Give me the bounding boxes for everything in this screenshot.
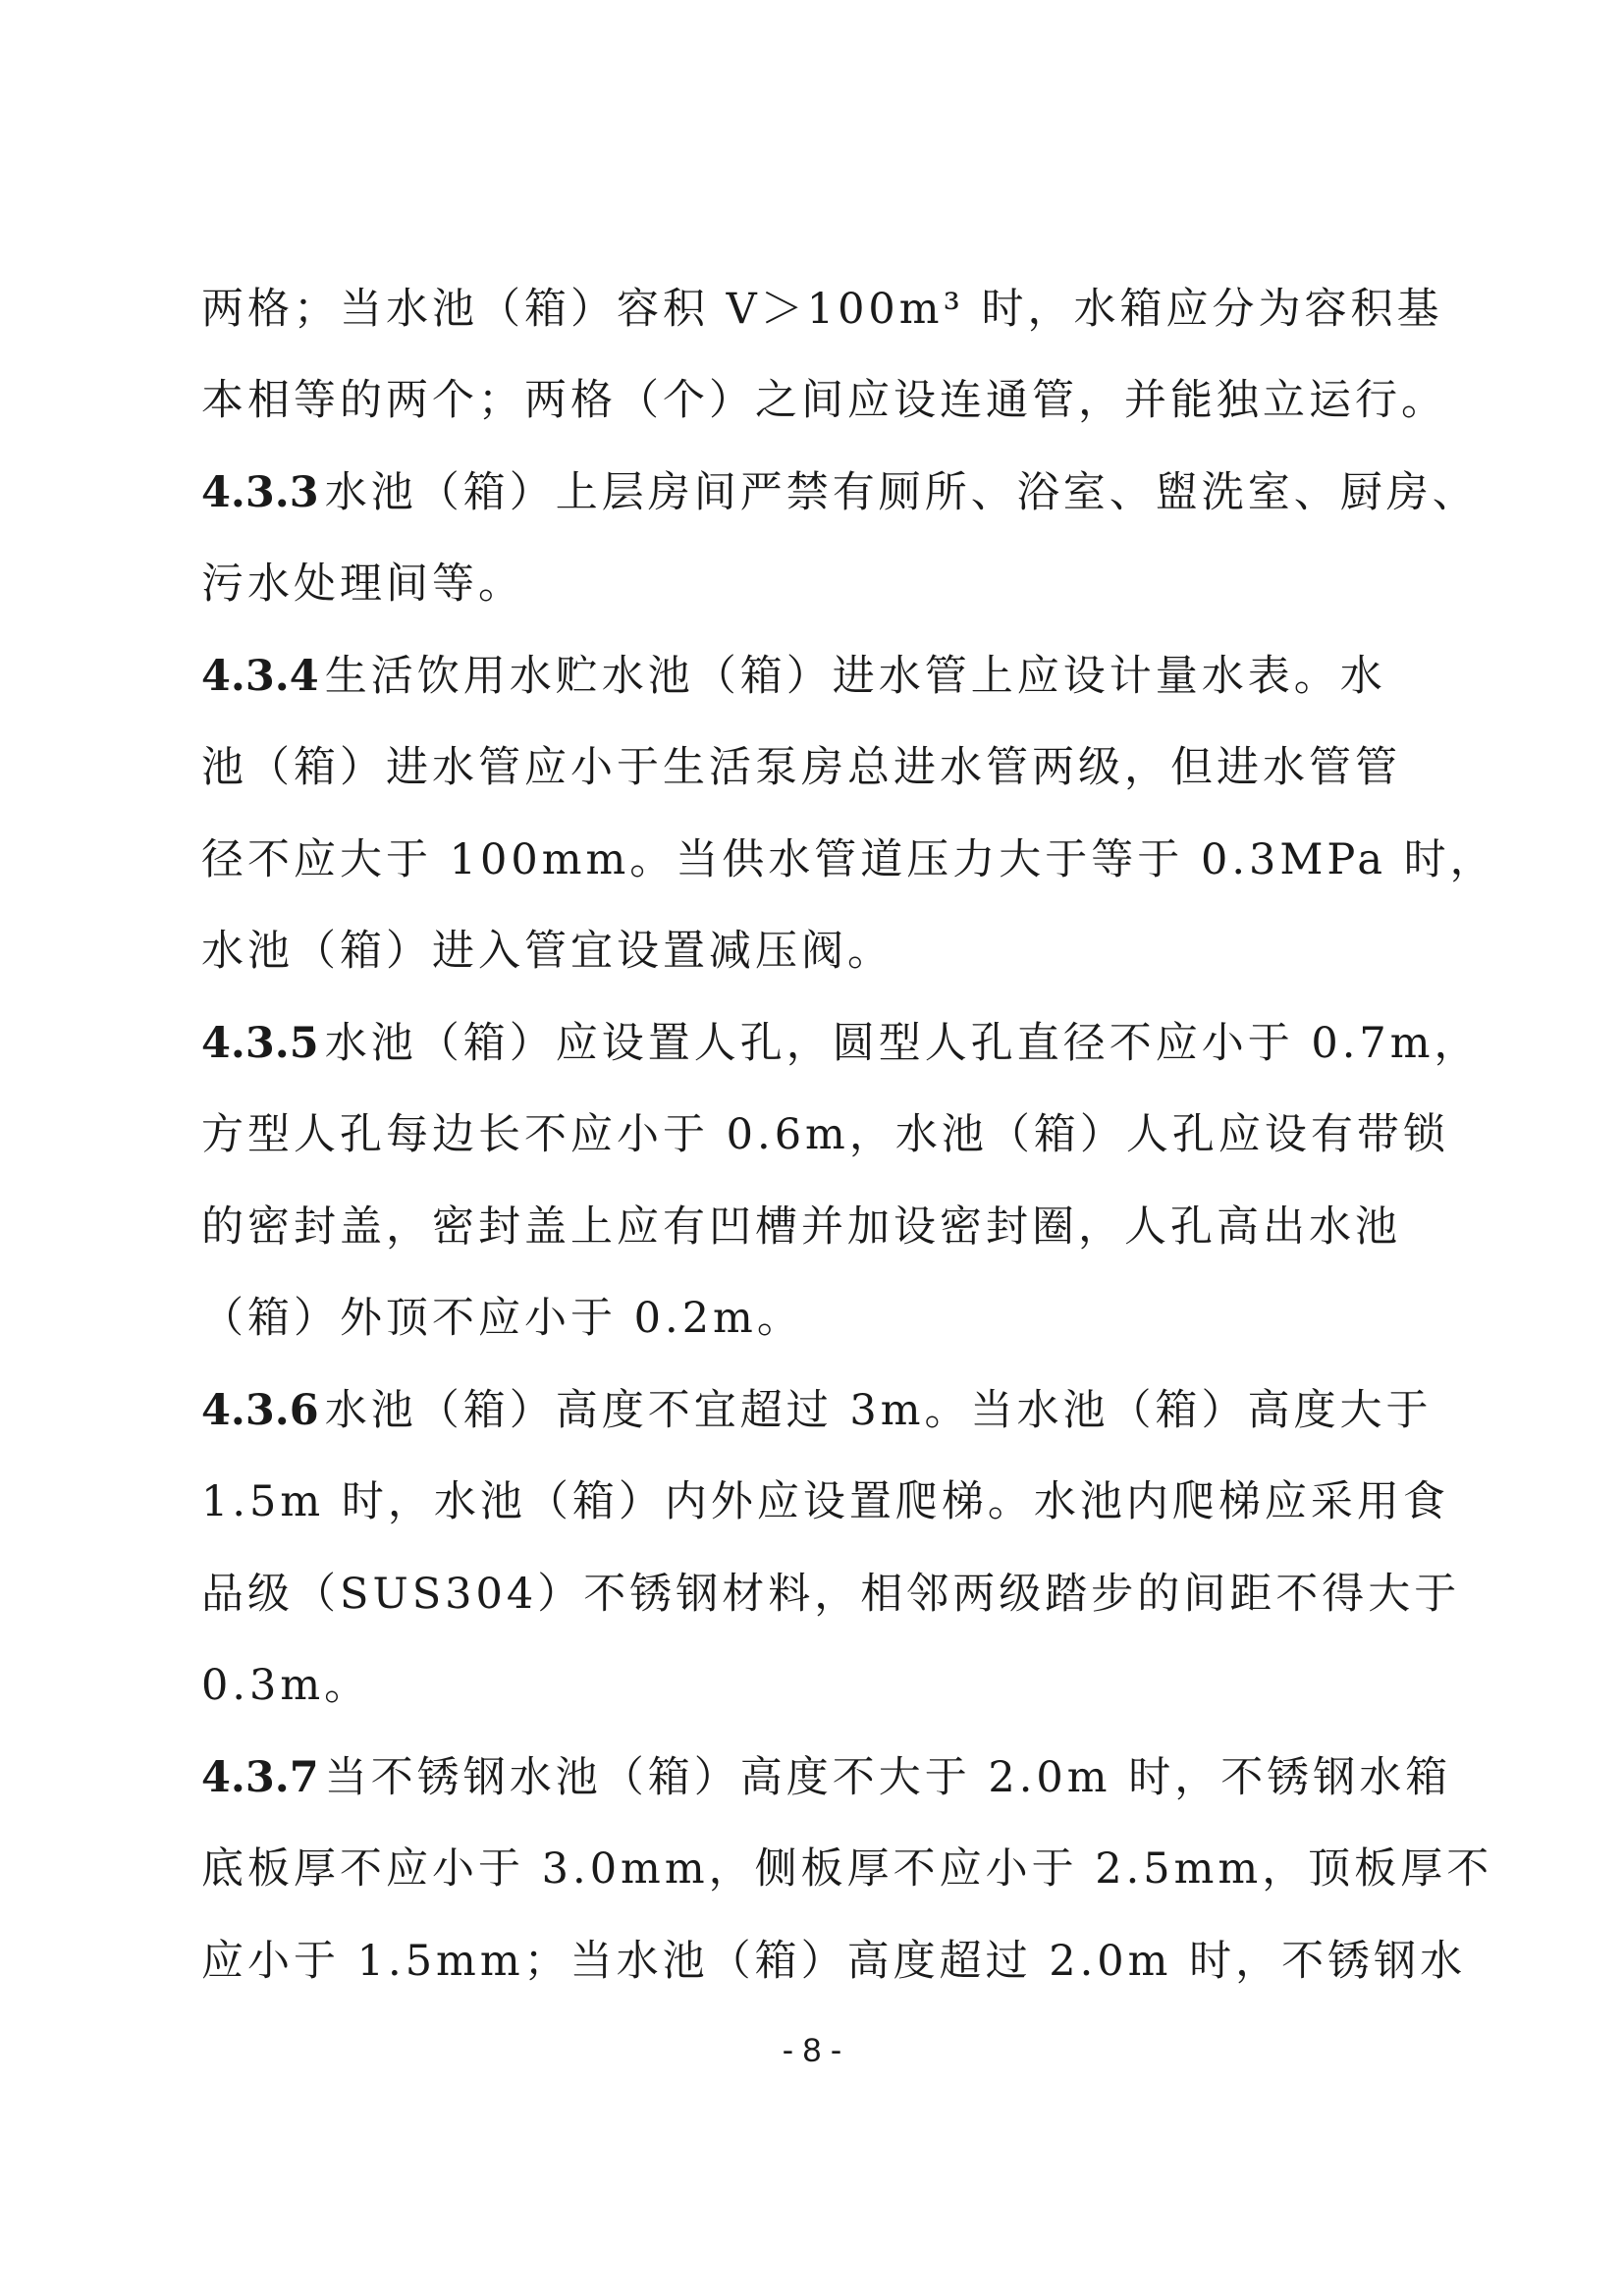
section-number: 4.3.5 <box>201 1019 319 1068</box>
clause-text: 水池（箱）应设置人孔，圆型人孔直径不应小于 0.7m， <box>324 1019 1481 1068</box>
text-line: 本相等的两个；两格（个）之间应设连通管，并能独立运行。 <box>201 376 1447 425</box>
text-line: 0.3m。 <box>201 1661 371 1710</box>
clause-4-3-6 <box>201 1381 1433 1440</box>
clause-text: 生活饮用水贮水池（箱）进水管上应设计量水表。水 <box>324 652 1386 701</box>
section-number: 4.3.3 <box>201 468 319 517</box>
clause-4-3-5 <box>201 1014 1481 1073</box>
clause-4-3-4 <box>201 647 1424 706</box>
clause-text: 水池（箱）上层房间严禁有厕所、浴室、盥洗室、厨房、 <box>324 468 1479 517</box>
text-line: 品级（SUS304）不锈钢材料，相邻两级踏步的间距不得大于 <box>201 1570 1461 1619</box>
clause-text: 水池（箱）高度不宜超过 3m。当水池（箱）高度大于 <box>324 1386 1433 1435</box>
text-line: 池（箱）进水管应小于生活泵房总进水管两级，但进水管管 <box>201 743 1401 792</box>
text-line: 径不应大于 100mm。当供水管道压力大于等于 0.3MPa 时， <box>201 835 1496 884</box>
text-line: 污水处理间等。 <box>201 560 524 609</box>
text-line: 应小于 1.5mm；当水池（箱）高度超过 2.0m 时，不锈钢水 <box>201 1937 1467 1986</box>
clause-text: 当不锈钢水池（箱）高度不大于 2.0m 时，不锈钢水箱 <box>324 1753 1452 1802</box>
text-line: 1.5m 时，水池（箱）内外应设置爬梯。水池内爬梯应采用食 <box>201 1477 1449 1526</box>
page-number: - 8 - <box>782 2032 842 2069</box>
section-number: 4.3.7 <box>201 1753 319 1802</box>
text-line: （箱）外顶不应小于 0.2m。 <box>201 1294 803 1343</box>
clause-4-3-7 <box>201 1748 1452 1807</box>
clause-4-3-3 <box>201 463 1479 522</box>
text-line: 两格；当水池（箱）容积 V＞100m³ 时，水箱应分为容积基 <box>201 285 1443 334</box>
text-line: 底板厚不应小于 3.0mm，侧板厚不应小于 2.5mm，顶板厚不 <box>201 1844 1493 1894</box>
section-number: 4.3.4 <box>201 652 319 701</box>
text-line: 水池（箱）进入管宜设置减压阀。 <box>201 927 893 976</box>
section-number: 4.3.6 <box>201 1386 319 1435</box>
text-line: 的密封盖，密封盖上应有凹槽并加设密封圈，人孔高出水池 <box>201 1202 1401 1252</box>
text-line: 方型人孔每边长不应小于 0.6m，水池（箱）人孔应设有带锁 <box>201 1110 1449 1159</box>
